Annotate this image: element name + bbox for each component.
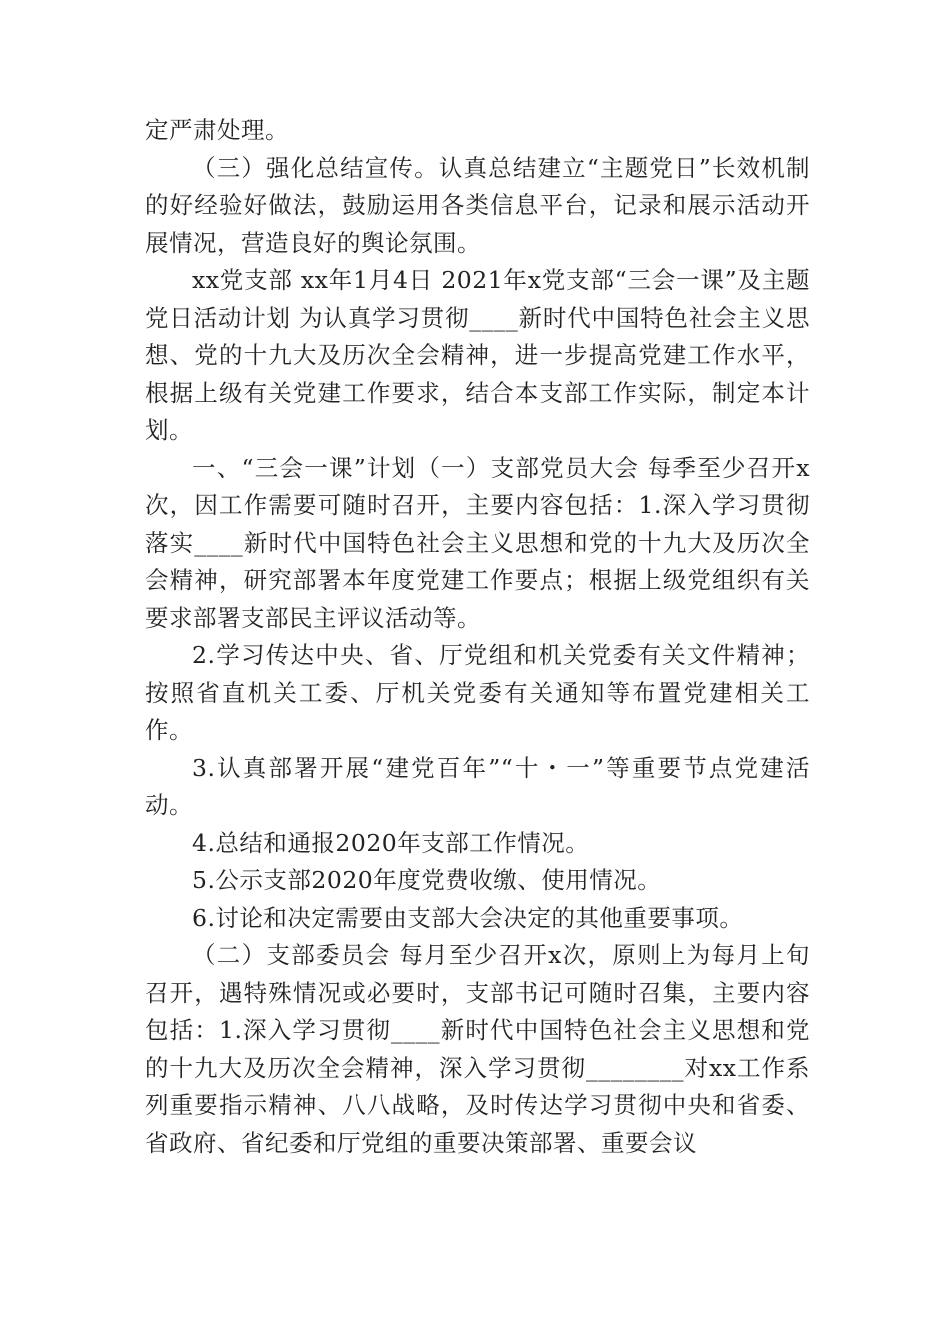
paragraph-item-6: 6.讨论和决定需要由支部大会决定的其他重要事项。 [192,903,744,932]
paragraph-item-5: 5.公示支部2020年度党费收缴、使用情况。 [192,866,662,894]
paragraph-item-3: 3.认真部署开展“建党百年”“十・一”等重要节点党建活动。 [145,753,810,819]
paragraph-item-2: 2.学习传达中央、省、厅党组和机关党委有关文件精神；按照省直机关工委、厅机关党委有关通知等布置党建相关工作。 [145,641,810,744]
paragraph-committee-meeting: （二）支部委员会 每月至少召开x次，原则上为每月上旬召开，遇特殊情况或必要时，支部书记可随时召集，主要内容包括：1.深入学习贯彻____新时代中国特色社会主义思想和党的十九大及历次全会精神，深入学习贯彻________对xx工作系列重要指示精神、八八战略，及时传达学习贯彻中央和省委、省政府、省纪委和厅党组的重要决策部署、重要会议 [145,941,810,1157]
paragraph-summary-publicity: （三）强化总结宣传。认真总结建立“主题党日”长效机制的好经验好做法，鼓励运用各类信息平台，记录和展示活动开展情况，营造良好的舆论氛围。 [145,153,810,257]
paragraph-continuation: 定严肃处理。 [145,116,289,144]
paragraph-plan-intro: xx党支部 xx年1月4日 2021年x党支部“三会一课”及主题党日活动计划 为认真学习贯彻____新时代中国特色社会主义思想、党的十九大及历次全会精神，进一步提高党建工作水平，根据上级有关党建工作要求，结合本支部工作实际，制定本计划。 [145,266,810,444]
document-body [145,112,810,1162]
paragraph-item-4: 4.总结和通报2020年支部工作情况。 [192,828,590,857]
paragraph-member-meeting: 一、“三会一课”计划（一）支部党员大会 每季至少召开x次，因工作需要可随时召开，主要内容包括：1.深入学习贯彻落实____新时代中国特色社会主义思想和党的十九大及历次全会精神，研究部署本年度党建工作要点；根据上级党组织有关要求部署支部民主评议活动等。 [145,453,810,632]
